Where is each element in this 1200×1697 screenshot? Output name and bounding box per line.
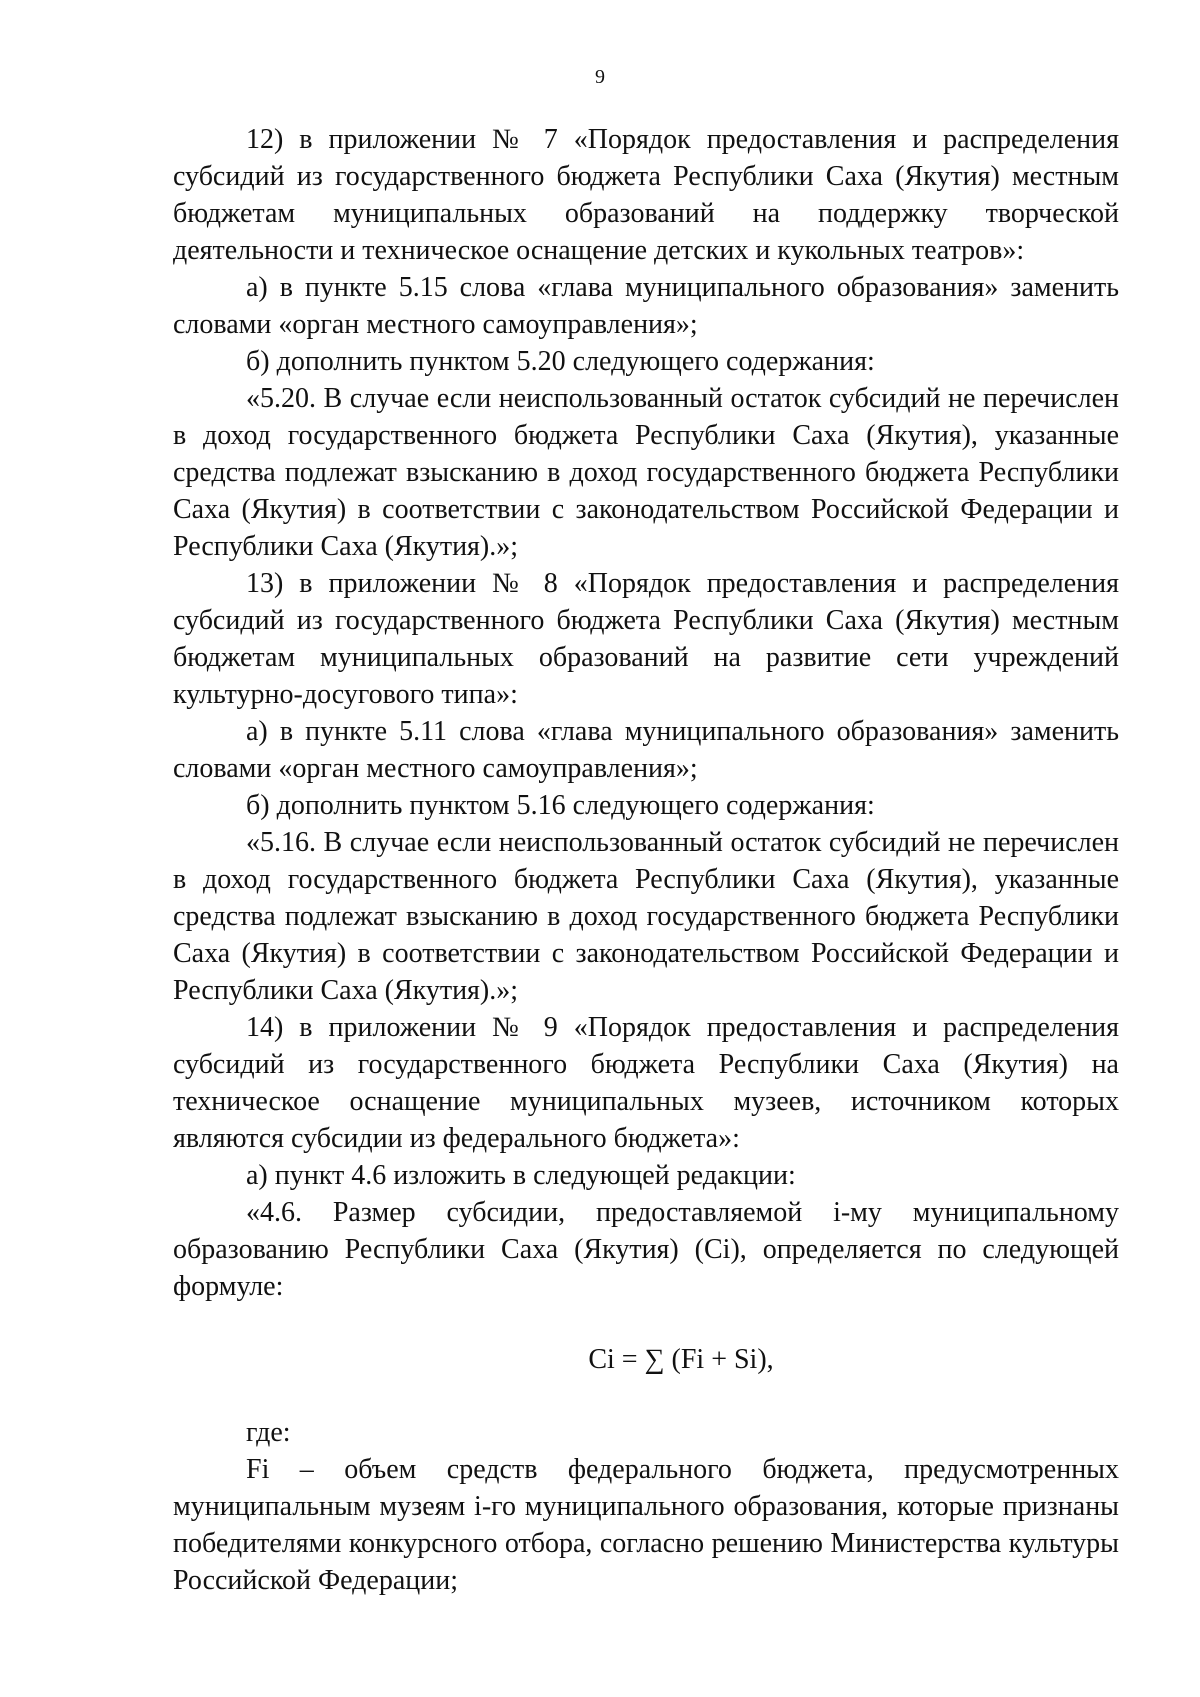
definition-fi: Fi – объем средств федерального бюджета, предусмотренных муниципальным музеям i-го муниципального образования, которые признаны победителями конкурсного отбора, согласно решению Министерства культуры Российской Федерации; [173,1454,1119,1596]
paragraph-item-12b: б) дополнить пунктом 5.20 следующего содержания: [246,346,875,377]
formula: Ci = ∑ (Fi + Si), [588,1344,774,1375]
document-body [173,121,1119,1599]
paragraph-clause-4-6: «4.6. Размер субсидии, предоставляемой i-му муниципальному образованию Республики Саха (Якутия) (Ci), определяется по следующей формуле: [173,1197,1119,1302]
paragraph-item-14: 14) в приложении № 9 «Порядок предоставления и распределения субсидий из государственного бюджета Республики Саха (Якутия) на техническое оснащение муниципальных музеев, источником которых являются субсидии из федерального бюджета»: [173,1012,1119,1154]
paragraph-item-12: 12) в приложении № 7 «Порядок предоставления и распределения субсидий из государственного бюджета Республики Саха (Якутия) местным бюджетам муниципальных образований на поддержку творческой деятельности и техническое оснащение детских и кукольных театров»: [173,124,1119,266]
paragraph-clause-5-16: «5.16. В случае если неиспользованный остаток субсидий не перечислен в доход государственного бюджета Республики Саха (Якутия), указанные средства подлежат взысканию в доход государственного бюджета Республики Саха (Якутия) в соответствии с законодательством Российской Федерации и Республики Саха (Якутия).»; [173,827,1119,1006]
paragraph-item-13: 13) в приложении № 8 «Порядок предоставления и распределения субсидий из государственного бюджета Республики Саха (Якутия) местным бюджетам муниципальных образований на развитие сети учреждений культурно-досугового типа»: [173,568,1119,710]
page-number: 9 [595,66,605,88]
paragraph-item-12a: а) в пункте 5.15 слова «глава муниципального образования» заменить словами «орган местного самоуправления»; [173,272,1119,340]
paragraph-item-13a: а) в пункте 5.11 слова «глава муниципального образования» заменить словами «орган местного самоуправления»; [173,716,1119,784]
paragraph-item-14a: а) пункт 4.6 изложить в следующей редакции: [246,1160,796,1191]
paragraph-item-13b: б) дополнить пунктом 5.16 следующего содержания: [246,790,875,821]
paragraph-clause-5-20: «5.20. В случае если неиспользованный остаток субсидий не перечислен в доход государственного бюджета Республики Саха (Якутия), указанные средства подлежат взысканию в доход государственного бюджета Республики Саха (Якутия) в соответствии с законодательством Российской Федерации и Республики Саха (Якутия).»; [173,383,1119,562]
where-label: где: [246,1417,291,1448]
